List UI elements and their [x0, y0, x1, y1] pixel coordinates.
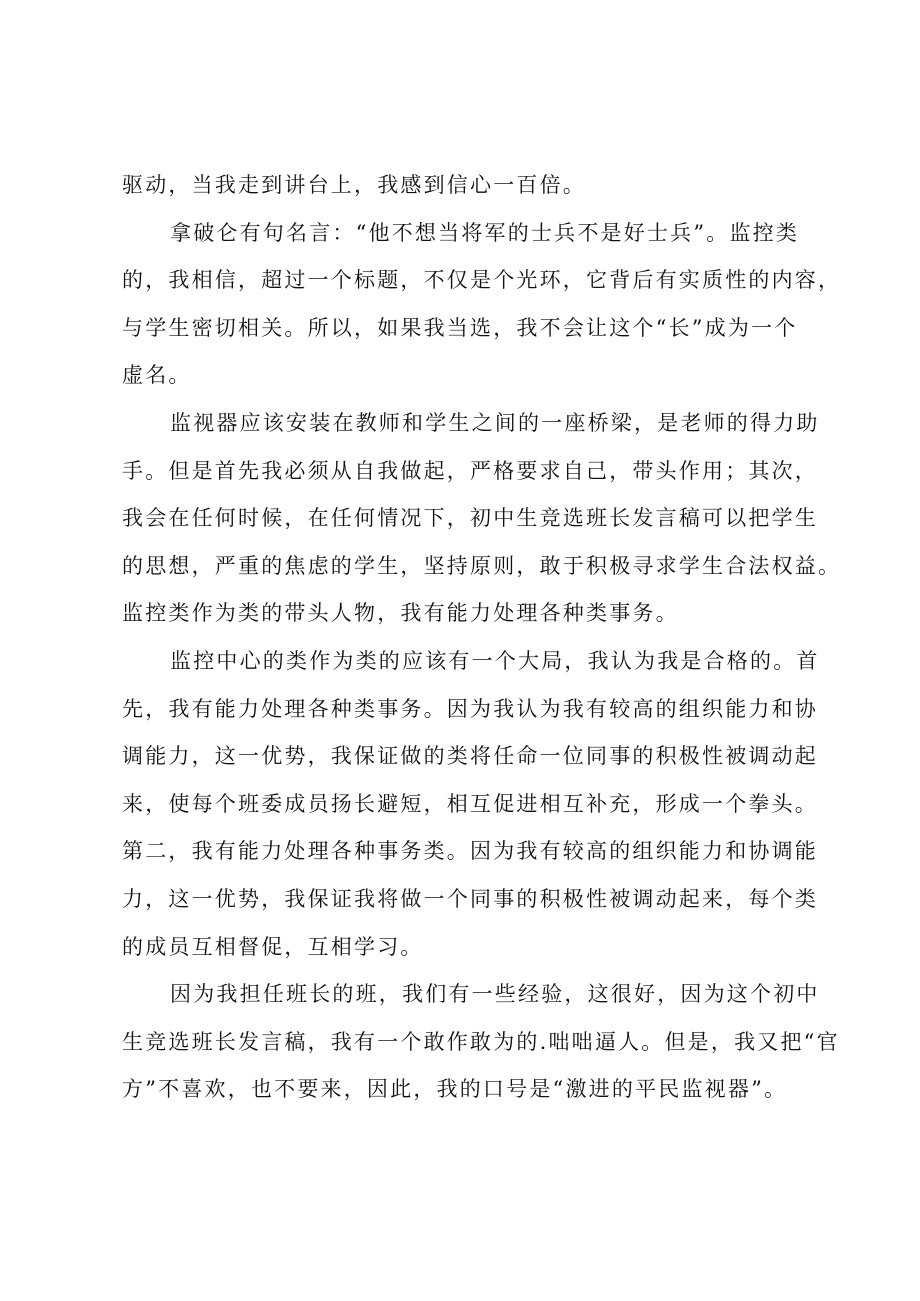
text-line: 第二，我有能力处理各种事务类。因为我有较高的组织能力和协调能: [122, 839, 818, 864]
text-line: 方”不喜欢，也不要来，因此，我的口号是“激进的平民监视器”。: [122, 1077, 788, 1102]
text-line: 的思想，严重的焦虑的学生，坚持原则，敢于积极寻求学生合法权益。: [122, 553, 842, 578]
text-line: 先，我有能力处理各种类事务。因为我认为我有较高的组织能力和协: [122, 696, 818, 721]
text-line: 手。但是首先我必须从自我做起，严格要求自己，带头作用；其次，: [122, 458, 818, 483]
text-line: 监控类作为类的带头人物，我有能力处理各种类事务。: [122, 601, 679, 626]
paragraph-start-line: 拿破仑有句名言：“他不想当将军的士兵不是好士兵”。监控类: [170, 220, 800, 245]
paragraph-start-line: 监控中心的类作为类的应该有一个大局，我认为我是合格的。首: [170, 648, 820, 673]
text-line: 驱动，当我走到讲台上，我感到信心一百倍。: [122, 173, 586, 197]
text-line: 力，这一优势，我保证我将做一个同事的积极性被调动起来，每个类: [122, 886, 818, 911]
text-line: 虚名。: [122, 363, 192, 388]
text-line: 我会在任何时候，在任何情况下，初中生竞选班长发言稿可以把学生: [122, 506, 818, 531]
text-line: 与学生密切相关。所以，如果我当选，我不会让这个“长”成为一个: [122, 315, 798, 340]
text-line: 生竞选班长发言稿，我有一个敢作敢为的.咄咄逼人。但是，我又把“官: [122, 1029, 840, 1054]
text-line: 调能力，这一优势，我保证做的类将任命一位同事的积极性被调动起: [122, 744, 818, 769]
text-line: 来，使每个班委成员扬长避短，相互促进相互补充，形成一个拳头。: [122, 791, 818, 816]
paragraph-start-line: 因为我担任班长的班，我们有一些经验，这很好，因为这个初中: [170, 982, 820, 1007]
text-line: 的成员互相督促，互相学习。: [122, 934, 424, 959]
document-body: [122, 162, 842, 1114]
paragraph-start-line: 监视器应该安装在教师和学生之间的一座桥梁，是老师的得力助: [170, 410, 820, 435]
text-line: 的，我相信，超过一个标题，不仅是个光环，它背后有实质性的内容，: [122, 268, 842, 293]
